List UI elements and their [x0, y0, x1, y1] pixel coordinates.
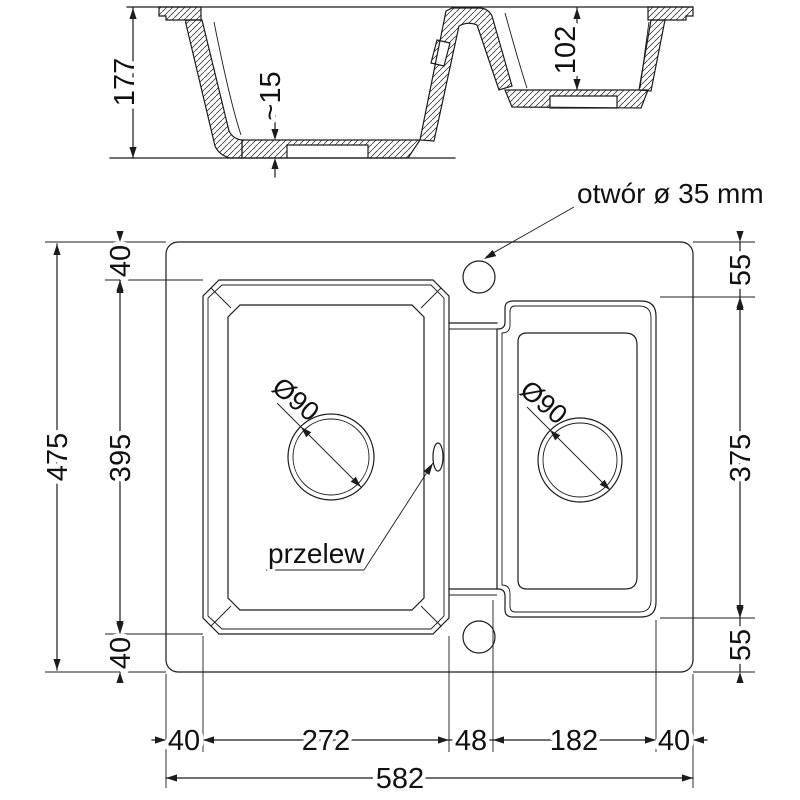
main-basin-corner-bevel-bl	[211, 606, 231, 626]
dim-main-basin-height-label: 395	[105, 433, 138, 483]
overflow-slot	[433, 443, 443, 471]
tap-hole-top	[463, 261, 495, 293]
left-rim-section	[159, 7, 201, 20]
dim-right-margin-width-label: 40	[657, 725, 691, 758]
dim-main-basin-width-label: 272	[301, 725, 351, 758]
left-wall-section	[186, 20, 242, 158]
overflow-leader-line	[364, 463, 433, 570]
main-basin-rim-bevel	[208, 285, 444, 629]
dim-top-margin-label: 40	[105, 244, 138, 278]
dim-bottom-margin-label: 40	[105, 636, 138, 670]
right-basin-floor-section	[505, 90, 648, 108]
divider-wall-section	[420, 8, 512, 141]
plan-view	[166, 178, 764, 672]
right-basin-rim	[497, 301, 656, 617]
dim-overall-depth-label: 177	[109, 57, 142, 107]
overflow-label: przelew	[268, 538, 365, 569]
main-basin-corner-bevel-br	[421, 606, 441, 626]
dim-divider-width-label: 48	[454, 725, 488, 758]
right-drain-diameter-label: Ø90	[514, 374, 573, 431]
main-basin-rim	[203, 280, 449, 634]
right-basin-bottom	[518, 333, 637, 589]
tap-hole-bottom	[463, 621, 495, 653]
dim-right-basin-height-label: 375	[725, 433, 758, 483]
main-drain-diameter-label: Ø90	[266, 371, 325, 428]
dim-right-top-margin-label: 55	[725, 253, 758, 287]
main-basin-corner-bevel-tr	[421, 288, 441, 308]
right-rim-section	[648, 7, 693, 20]
right-dimensions	[660, 231, 757, 683]
section-view	[109, 7, 693, 177]
main-basin-corner-bevel-tl	[211, 288, 231, 308]
dim-right-basin-width-label: 182	[549, 725, 599, 758]
dim-right-bottom-margin-label: 55	[725, 628, 758, 662]
tap-hole-label: otwór ø 35 mm	[577, 178, 764, 209]
sink-outline	[166, 242, 693, 672]
tap-hole-leader-line	[486, 207, 574, 257]
left-dimensions	[42, 231, 203, 683]
dim-base-thickness-label: ~15	[255, 71, 288, 121]
dim-left-margin-width-label: 40	[167, 725, 201, 758]
main-basin-floor-section	[242, 140, 420, 158]
right-basin-rim-bevel	[502, 306, 651, 612]
dim-overall-height-label: 475	[42, 432, 75, 482]
dim-overall-width-label: 582	[375, 763, 425, 796]
right-wall-section	[639, 20, 665, 91]
dim-right-basin-depth-label: 102	[550, 25, 583, 75]
